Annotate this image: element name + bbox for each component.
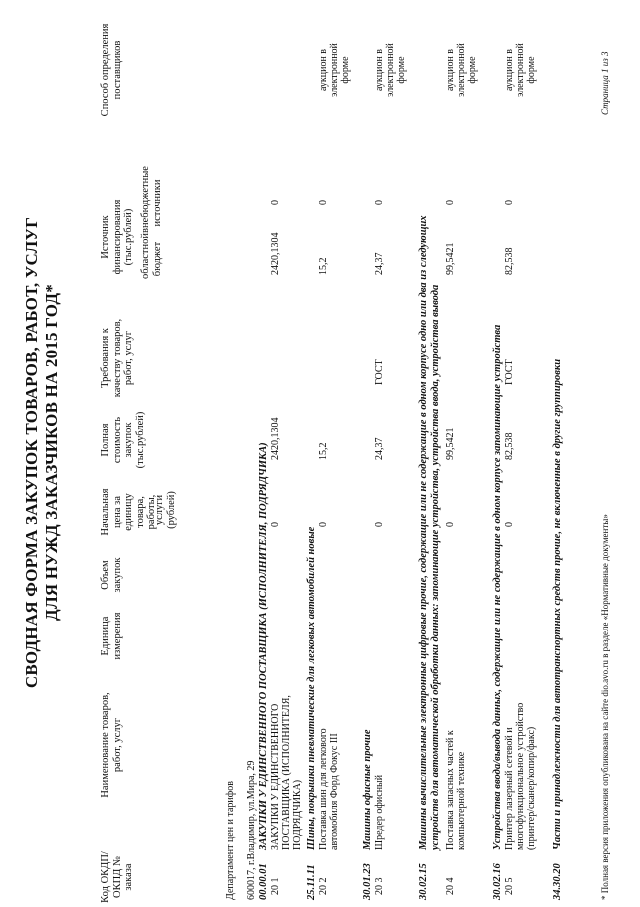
row-unit-price: 0 [270,522,281,527]
customer-name: Департамент цен и тарифов [225,781,236,900]
section-title: Шины, покрышки пневматические для легковых автомобилей новые [306,526,317,850]
row-number: 20 3 [374,877,385,895]
section-code: 30.02.15 [418,863,429,900]
section-code: 34.30.20 [552,863,563,900]
row-extra: 0 [374,200,385,205]
header-funding-extra: внебюджетные источники [140,166,163,233]
row-number: 20 1 [270,877,281,895]
page-number: Страница 1 из 3 [600,51,610,115]
row-method: аукцион в электронной форме [318,43,351,97]
header-unit: Единица измерения [100,612,123,660]
row-method: аукцион в электронной форме [504,43,537,97]
row-regional: 24,37 [374,252,385,275]
row-unit-price: 0 [318,522,329,527]
document-title-line2: ДЛЯ НУЖД ЗАКАЗЧИКОВ НА 2015 ГОД* [42,284,61,621]
section-title: Части и принадлежности для автотранспортных средств прочие, не включенные в другие группировки [552,358,563,850]
section-title: Устройства ввода/вывода данных, содержащие или не содержащие в одном корпусе запоминающие устройства [492,324,503,850]
header-name: Наименование товаров, работ, услуг [100,692,123,798]
row-unit-price: 0 [504,522,515,527]
header-code: Код ОКДП/ ОКПД № заказа [100,851,134,903]
row-unit-price: 0 [445,522,456,527]
row-requirements: ГОСТ [504,359,515,385]
row-extra: 0 [318,200,329,205]
header-funding-regional: областной бюджет [140,233,163,279]
row-regional: 99,5421 [445,242,456,275]
section-title: Машины офисные прочие [362,729,373,850]
header-unit-price-a: Начальная цена за единицу товара, работы, [100,488,157,536]
section-code: 30.02.16 [492,863,503,900]
row-total: 2420,1304 [270,417,281,460]
row-total: 82,538 [504,432,515,460]
section-code: 30.01.23 [362,863,373,900]
row-regional: 2420,1304 [270,232,281,275]
section-title-line1: Машины вычислительные электронные цифровые прочие, содержащие или не содержащие в одном корпусе одно или два из следующих [418,215,429,850]
row-name: Поставка запасных частей к компьютерной технике [445,730,467,850]
header-requirements: Требования к качеству товаров, работ, услуг [100,318,134,398]
section-code: 25.11.11 [306,864,317,900]
row-regional: 15,2 [318,257,329,275]
row-number: 20 5 [504,877,515,895]
row-number: 20 4 [445,877,456,895]
row-regional: 82,538 [504,247,515,275]
document-title-line1: СВОДНАЯ ФОРМА ЗАКУПОК ТОВАРОВ, РАБОТ, УСЛУГ [22,216,41,689]
row-method: аукцион в электронной форме [445,43,478,97]
row-extra: 0 [504,200,515,205]
section-code: 00.00.01 [258,863,269,900]
row-name: Принтер лазерный сетевой и многофункциональное устройство (принтер/сканер/копир/факс) [504,702,537,850]
customer-address: 600017, г.Владимир, ул.Мира, 29 [246,760,257,900]
row-extra: 0 [270,200,281,205]
row-number: 20 2 [318,877,329,895]
header-total: Полная стоимость закупок (тыс.рублей) [100,411,146,469]
row-name: Поставка шин для легкового автомобиля Форд Фокус III [318,728,340,850]
section-title-line2: устройств для автоматической обработки данных: запоминающие устройства, устройства ввода, устройства вывода [430,284,441,850]
header-volume: Объем закупок [100,557,123,593]
row-method: аукцион в электронной форме [374,43,407,97]
header-method: Способ определения поставщиков [100,23,123,117]
header-funding: Источник финансирования (тыс.рублей) [100,199,134,275]
row-total: 99,5421 [445,427,456,460]
section-title: ЗАКУПКИ У ЕДИНСТВЕННОГО ПОСТАВЩИКА (ИСПОЛНИТЕЛЯ, ПОДРЯДЧИКА) [258,442,269,850]
row-extra: 0 [445,200,456,205]
row-unit-price: 0 [374,522,385,527]
header-unit-price-b: услуги (рублей) [154,491,177,529]
row-requirements: ГОСТ [374,359,385,385]
footer-note: * Полная версия приложения опубликована на сайте dio.avo.ru в разделе «Нормативные документы» [600,514,610,900]
row-total: 15,2 [318,442,329,460]
row-name: ЗАКУПКИ У ЕДИНСТВЕННОГО ПОСТАВЩИКА (ИСПОЛНИТЕЛЯ, ПОДРЯДЧИКА) [270,695,303,850]
row-name: Шредер офисный [374,774,385,850]
row-total: 24,37 [374,437,385,460]
